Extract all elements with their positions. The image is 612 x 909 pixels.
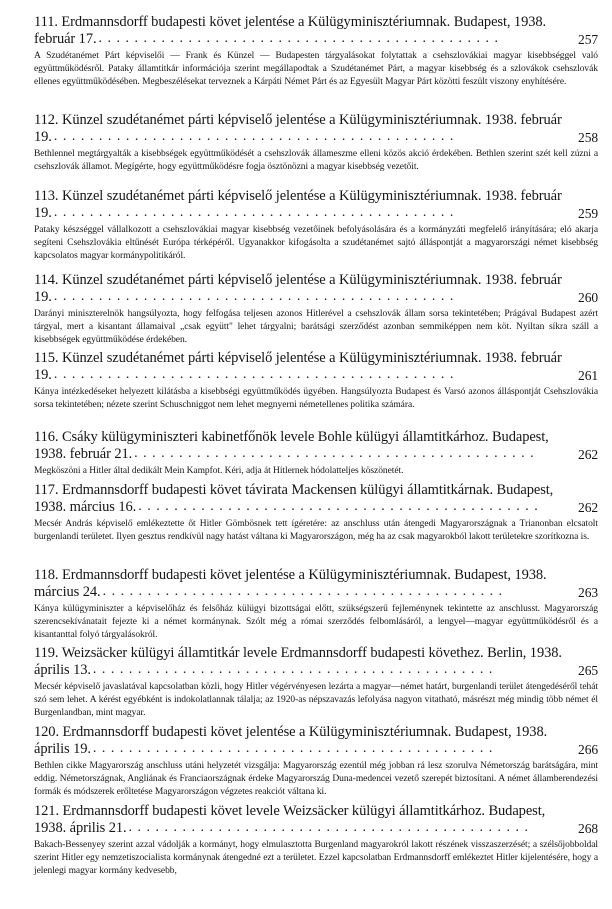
page-number: 262	[575, 499, 598, 516]
contents-entry	[34, 482, 598, 544]
entry-heading	[34, 14, 598, 48]
contents-entry	[34, 14, 598, 90]
page-number: 268	[575, 820, 598, 837]
entry-title: 116. Csáky külügyminiszteri kabinetfőnök levele Bohle külügyi államtitkárhoz. Budapest, 1938. február 21.	[34, 429, 549, 462]
contents-entry	[34, 272, 598, 348]
contents-entry	[34, 188, 598, 264]
dot-leader	[99, 35, 499, 43]
dot-leader	[93, 745, 493, 753]
page-number: 259	[575, 205, 598, 222]
entry-heading	[34, 112, 598, 146]
page-number: 265	[575, 662, 598, 679]
dot-leader	[138, 503, 538, 511]
page-number: 260	[575, 289, 598, 306]
entry-heading	[34, 188, 598, 222]
page-number: 263	[575, 584, 598, 601]
entry-heading	[34, 567, 598, 601]
page-number: 266	[575, 741, 598, 758]
page-number: 261	[575, 367, 598, 384]
dot-leader	[129, 824, 529, 832]
entry-summary: Pataky készséggel vállalkozott a csehszlovákiai magyar kisebbség vezetőinek befolyásolására és a kormányzáti megfelelő irányítására; eló akarja segíteni Csehszlovákia eltűnését Európa térképéről. Ugyanakkor kifogásolta a szudétanémet sajtó álláspontját a magyarországi német kisebbség kapcsolatos magyar kormánypolitikáról.	[34, 225, 598, 262]
dot-leader	[103, 588, 503, 596]
contents-entry	[34, 645, 598, 721]
entry-title: 114. Künzel szudétanémet párti képviselő jelentése a Külügyminisztériumnak. 1938. február 19.	[34, 272, 562, 305]
page-number: 262	[575, 446, 598, 463]
entry-summary: Mecsér képviselő javaslatával kapcsolatban közli, hogy Hitler végérvényesen lezárta a magyar—német határt, burgenlandi terület átengedéséről tehát szó sem lehet. A kérést egyébként is indokolatlannak tálalja; az 1920-as népszavazás lefolyása nagyon vitatható, másrészt még mindig több német él Burgenlandban, mint magyar.	[34, 682, 598, 719]
entry-heading	[34, 482, 598, 516]
entry-heading	[34, 645, 598, 679]
entry-summary: Bakach-Bessenyey szerint azzal vádolják a kormányt, hogy elmulasztotta Burgenland magyarokról lakott részének visszaszerzését; a szélsőjobboldal szerint Hitler egy nemzetiszocialista kormánynak átengedné ezt a területet. Ezzel kapcsolatban Erdmannsdorff emlékeztet Hitler kijelentésére, hogy a jelenlegi magyar kormány kedvesebb,	[34, 840, 598, 877]
entry-title: 113. Künzel szudétanémet párti képviselő jelentése a Külügyminisztériumnak. 1938. február 19.	[34, 188, 562, 221]
dot-leader	[54, 133, 454, 141]
dot-leader	[93, 666, 493, 674]
entry-title: 112. Künzel szudétanémet párti képviselő jelentése a Külügyminisztériumnak. 1938. február 19.	[34, 112, 562, 145]
entry-summary: A Szudétanémet Párt képviselői — Frank és Künzel — Budapesten tárgyalásokat folytattak a csehszlovákiai magyar kisebbséggel való együttműködésről. Pataky államtitkár információja szerint megállapodtak a Szudétanémet Párt, a magyar kisebbség és a szlovákok csehszlovák ellenes együttműködésében. Megbeszélésekat terveznek a Kárpáti Német Párt és az Egyesült Magyar Párt közötti feszült viszony enyhítésére.	[34, 51, 598, 88]
page-number: 257	[575, 31, 598, 48]
entry-heading	[34, 350, 598, 384]
entry-title: 120. Erdmannsdorff budapesti követ jelentése a Külügyminisztériumnak. Budapest, 1938. április 19.	[34, 724, 548, 757]
dot-leader	[54, 209, 454, 217]
entry-title: 121. Erdmannsdorff budapesti követ levele Weizsäcker külügyi államtitkárhoz. Budapest, 1938. április 21.	[34, 803, 546, 836]
entry-summary: Bethlennel megtárgyalták a kisebbségek együttműködését a csehszlovák állameszme elleni közös akció érdekében. Bethlen szerint szét kell zúzni a csehszlovák államot. Megígérte, hogy együttműködésre fogja ösztönözni a magyar kisebbség vezetőit.	[34, 149, 598, 173]
entry-heading	[34, 803, 598, 837]
contents-entry	[34, 724, 598, 800]
dot-leader	[54, 371, 454, 379]
entry-title: 111. Erdmannsdorff budapesti követ jelentése a Külügyminisztériumnak. Budapest, 1938. február 17.	[34, 14, 547, 47]
contents-entry	[34, 567, 598, 643]
entry-summary: Mecsér András képviselő emlékeztette őt Hitler Gömbösnek tett ígéretére: az anschluss után átengedi Magyarországnak a Trianonban elcsatolt burgenlandi területet. Ilyen gesztus rendkívül nagy hatást váltana ki Magyarországon, még ha az csak magyarokból lakott területekre szorítkozna is.	[34, 519, 598, 543]
entry-summary: Kánya külügyminiszter a képviselőház és felsőház külügyi bizottságai előtt, szükségszerű fejleménynek tekintette az anschlusst. Magyarország szerencsekívánatait fejezte ki a német kormánynak. Szólt még a római szerződés felbomlásáról, a lengyel—magyar együttműködésről és a kisantanttal folyó tárgyalásokról.	[34, 604, 598, 641]
entry-summary: Kánya intézkedéseket helyezett kilátásba a kisebbségi együttműködés ügyében. Hangsúlyozta Budapest és Varsó azonos álláspontját Csehszlovákia sorsa tekintetében; nézete szerint Schuschniggot nem lehet megnyerni németellenes politika számára.	[34, 387, 598, 411]
entry-heading	[34, 272, 598, 306]
contents-entry	[34, 112, 598, 174]
contents-entry	[34, 803, 598, 879]
entry-summary: Bethlen cikke Magyarország anschluss utáni helyzetét vizsgálja: Magyarország ezentúl még jobban rá lesz szorulva Németország barátságára, mint eddig. Németországnak, Angliának és Franciaországnak érdeke Magyarország Duna-medencei vezető szerepét biztosítani. A német államberendezési formák és módszerek erőltetése Magyarországon végzetes reakciót váltana ki.	[34, 761, 598, 798]
dot-leader	[54, 293, 454, 301]
entry-title: 118. Erdmannsdorff budapesti követ jelentése a Külügyminisztériumnak. Budapest, 1938. március 24.	[34, 567, 547, 600]
contents-entry	[34, 350, 598, 412]
entry-heading	[34, 724, 598, 758]
entry-summary: Megköszöni a Hitler által dedikált Mein Kampfot. Kéri, adja át Hitlernek hódolatteljes köszönetét.	[34, 466, 404, 476]
page-number: 258	[575, 129, 598, 146]
entry-heading	[34, 429, 598, 463]
entry-title: 117. Erdmannsdorff budapesti követ távirata Mackensen külügyi államtitkárnak. Budapest, 1938. március 16.	[34, 482, 554, 515]
entry-title: 119. Weizsäcker külügyi államtitkár levele Erdmannsdorff budapesti követhez. Berlin, 1938. április 13.	[34, 645, 562, 678]
contents-entry	[34, 429, 598, 478]
dot-leader	[134, 450, 534, 458]
entry-title: 115. Künzel szudétanémet párti képviselő jelentése a Külügyminisztériumnak. 1938. február 19.	[34, 350, 562, 383]
entry-summary: Darányi miniszterelnök hangsúlyozta, hogy felfogása teljesen azonos Hitlerével a csehszlovák állam sorsa tekintetében; Prágával Budapest azért tárgyal, mert a kisantant államaival „csak együtt" lehet tárgyalni; barátsági szerződést azonban semmiképpen nem köt. Nyiltan síkra száll a kisebbségek együttműködése érdekében.	[34, 309, 598, 346]
